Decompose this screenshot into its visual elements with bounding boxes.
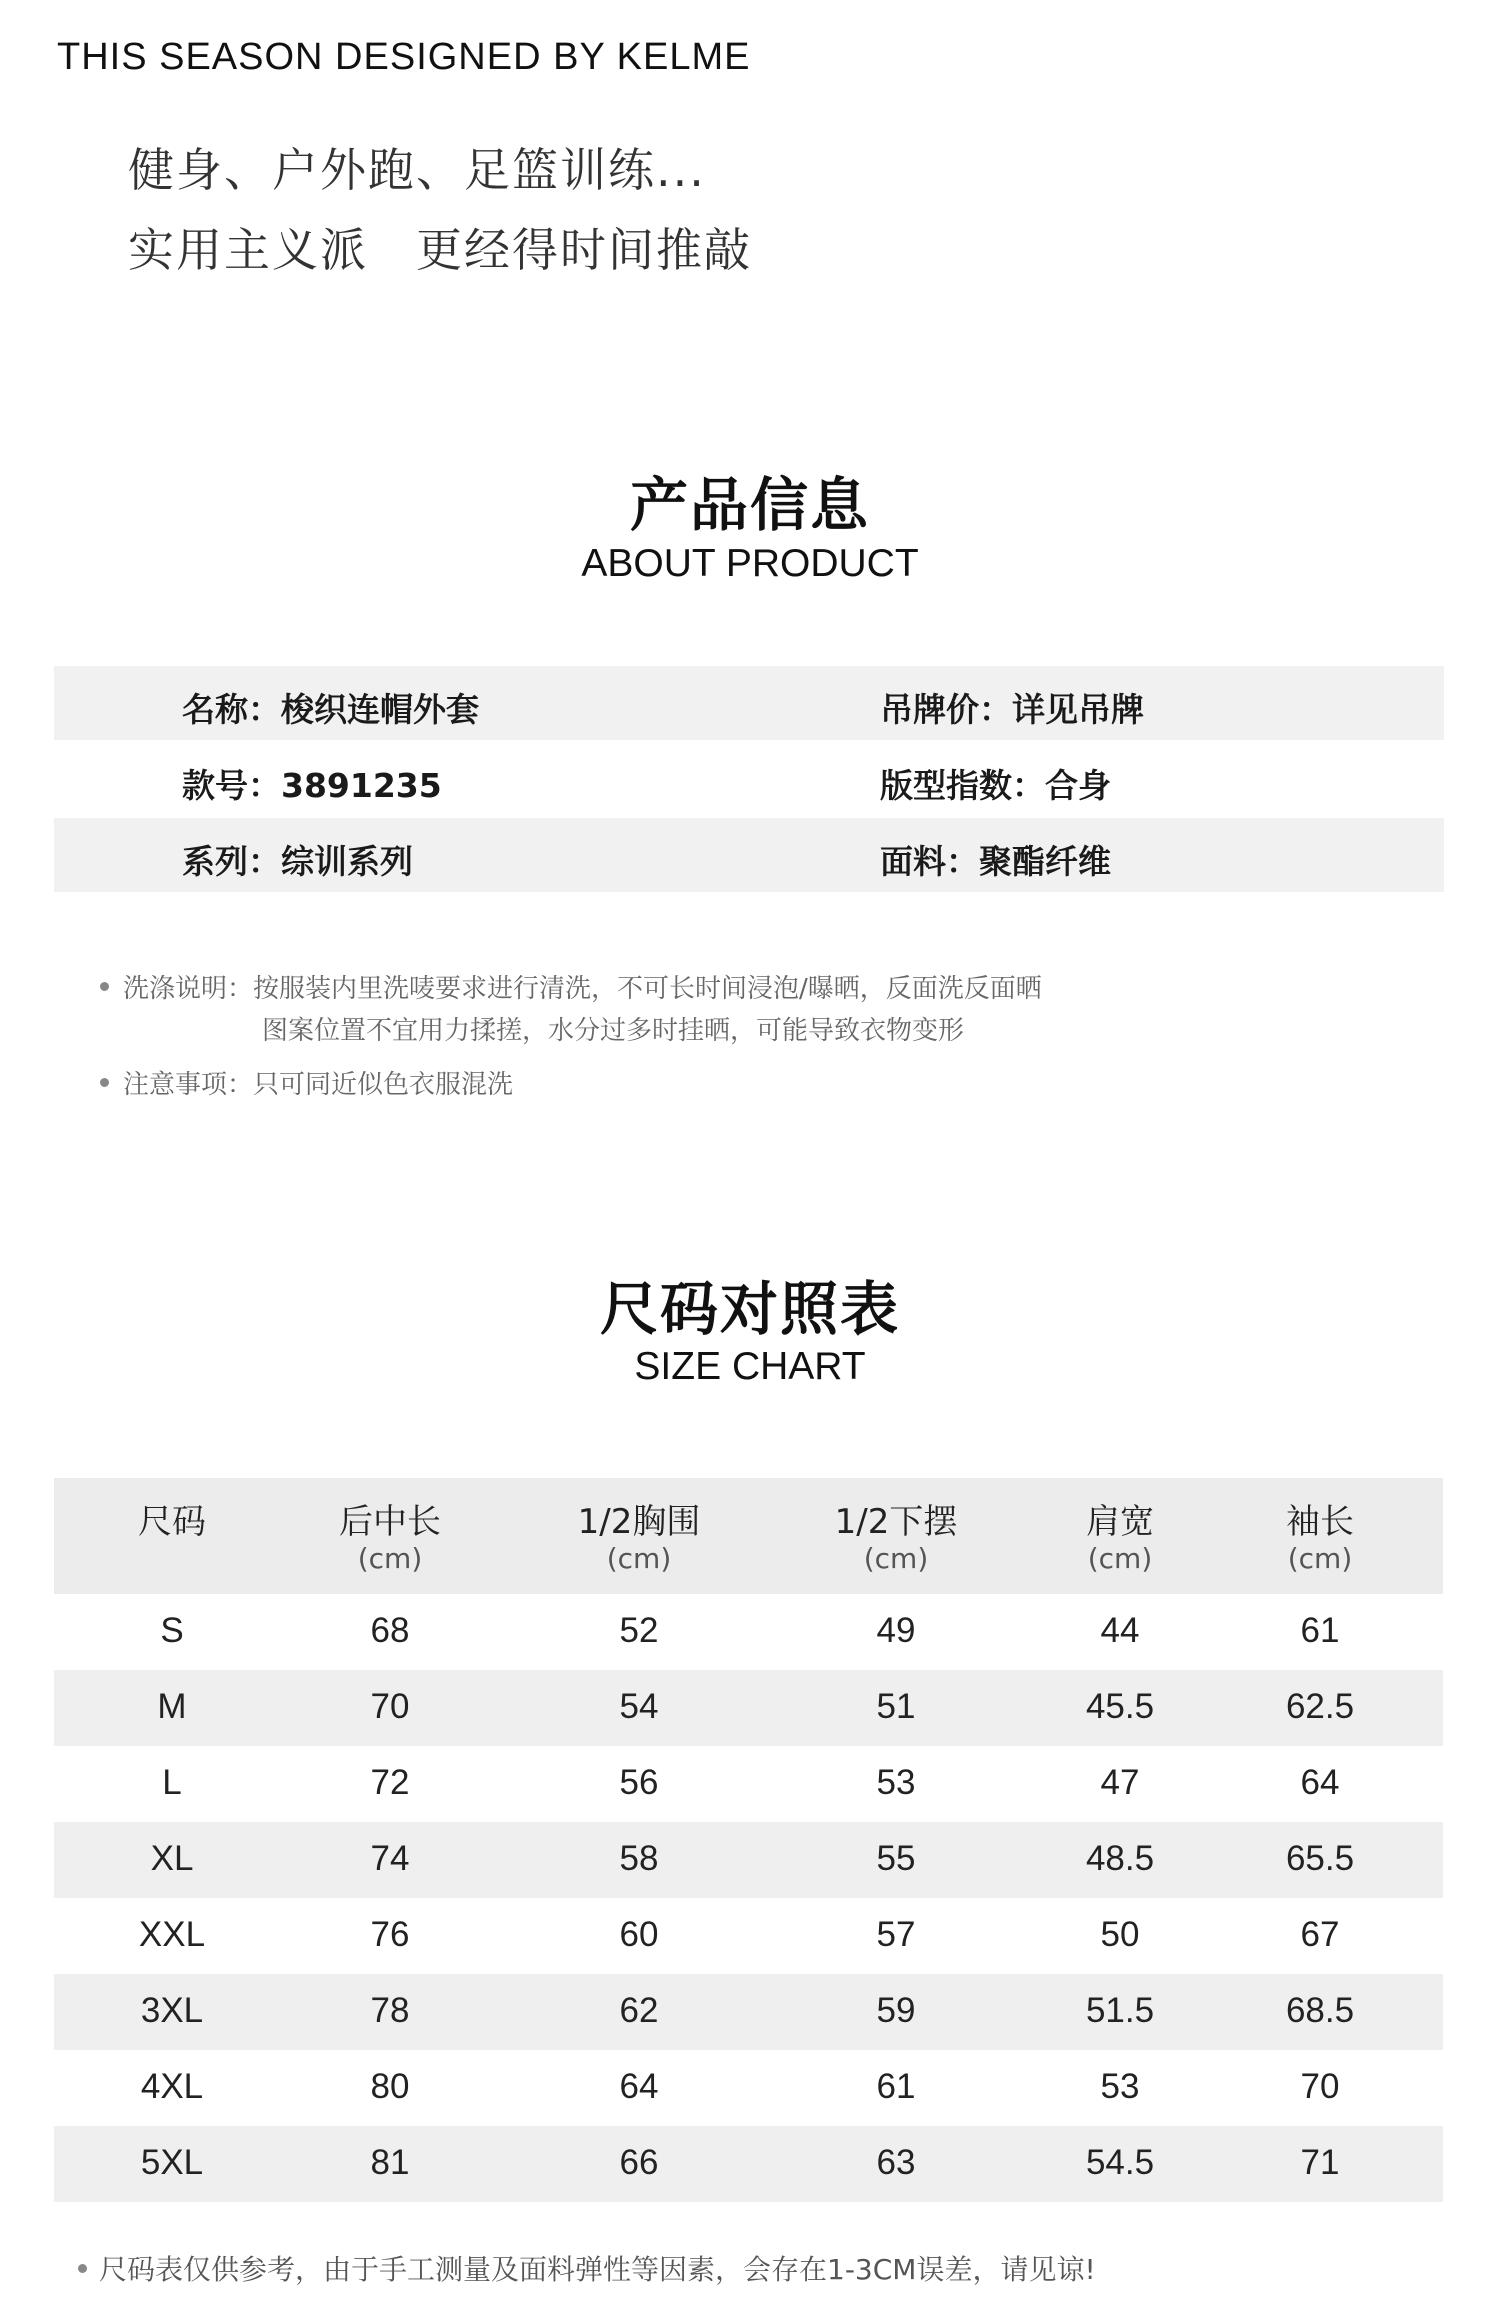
product-info-title: 产品信息 [629, 471, 870, 539]
size-cell: 71 [1300, 2143, 1340, 2182]
col-unit: (cm) [863, 1542, 929, 1575]
size-cell: 64 [1300, 1763, 1340, 1802]
info-field-series: 系列：综训系列 [182, 842, 413, 881]
size-row [54, 2050, 1443, 2126]
col-unit: (cm) [606, 1542, 672, 1575]
size-cell: M [157, 1687, 187, 1726]
size-cell: XL [150, 1839, 194, 1878]
size-cell: 48.5 [1085, 1839, 1155, 1878]
wash-instructions-cont: 图案位置不宜用力揉搓，水分过多时挂晒，可能导致衣物变形 [262, 1016, 965, 1046]
size-cell: 3XL [140, 1991, 204, 2030]
col-unit: (cm) [1287, 1542, 1353, 1575]
size-cell: 72 [370, 1763, 410, 1802]
size-cell: 49 [876, 1611, 916, 1650]
size-row [54, 2126, 1443, 2202]
care-notice: 注意事项：只可同近似色衣服混洗 [100, 1064, 513, 1101]
size-cell: 4XL [140, 2067, 204, 2106]
size-cell: 63 [876, 2143, 916, 2182]
col-unit: (cm) [1087, 1542, 1153, 1575]
size-cell: 67 [1300, 1915, 1340, 1954]
size-cell: 5XL [140, 2143, 204, 2182]
size-cell: 51 [876, 1687, 916, 1726]
size-cell: 62.5 [1285, 1687, 1355, 1726]
size-cell: XXL [138, 1915, 206, 1954]
size-row [54, 1898, 1443, 1974]
bullet-icon [78, 2264, 87, 2273]
size-cell: 65.5 [1285, 1839, 1355, 1878]
col-header-shoulder: 肩宽 [1086, 1502, 1154, 1542]
col-unit: (cm) [357, 1542, 423, 1575]
size-cell: 70 [1300, 2067, 1340, 2106]
product-info-row [54, 742, 1444, 816]
brand-tagline: THIS SEASON DESIGNED BY KELME [57, 36, 751, 78]
bullet-icon [100, 1078, 109, 1087]
size-cell: 76 [370, 1915, 410, 1954]
size-cell: 68.5 [1285, 1991, 1355, 2030]
size-table-header [54, 1478, 1443, 1594]
size-row [54, 1746, 1443, 1822]
col-header-sleeve: 袖长 [1286, 1502, 1354, 1542]
size-row [54, 1670, 1443, 1746]
size-chart-note: 尺码表仅供参考，由于手工测量及面料弹性等因素，会存在1-3CM误差，请见谅! [78, 2248, 1096, 2288]
size-cell: 78 [370, 1991, 410, 2030]
size-row [54, 1594, 1443, 1670]
size-cell: 59 [876, 1991, 916, 2030]
size-cell: 74 [370, 1839, 410, 1878]
size-cell: 56 [619, 1763, 659, 1802]
size-cell: 53 [876, 1763, 916, 1802]
size-row [54, 1974, 1443, 2050]
size-cell: 68 [370, 1611, 410, 1650]
info-field-style-number: 款号：3891235 [182, 766, 442, 805]
col-header-half-hem: 1/2下摆 [834, 1502, 958, 1542]
intro-line-1: 健身、户外跑、足篮训练... [128, 143, 706, 197]
size-cell: 44 [1100, 1611, 1140, 1650]
info-field-fabric: 面料：聚酯纤维 [880, 842, 1111, 881]
size-cell: 81 [370, 2143, 410, 2182]
size-cell: 55 [876, 1839, 916, 1878]
size-cell: 47 [1100, 1763, 1140, 1802]
col-header-size: 尺码 [138, 1502, 206, 1542]
size-cell: 58 [619, 1839, 659, 1878]
size-cell: 80 [370, 2067, 410, 2106]
size-cell: 66 [619, 2143, 659, 2182]
size-cell: 70 [370, 1687, 410, 1726]
size-cell: 54 [619, 1687, 659, 1726]
col-header-half-chest: 1/2胸围 [577, 1502, 701, 1542]
size-chart-title: 尺码对照表 [599, 1275, 900, 1343]
size-cell: 54.5 [1085, 2143, 1155, 2182]
product-info-subtitle: ABOUT PRODUCT [581, 542, 919, 585]
size-cell: 62 [619, 1991, 659, 2030]
product-info-row [54, 818, 1444, 892]
size-cell: 52 [619, 1611, 659, 1650]
size-chart-subtitle: SIZE CHART [634, 1345, 866, 1388]
size-cell: 45.5 [1085, 1687, 1155, 1726]
intro-line-2: 实用主义派 更经得时间推敲 [128, 223, 752, 277]
size-cell: 60 [619, 1915, 659, 1954]
size-cell: 57 [876, 1915, 916, 1954]
size-row [54, 1822, 1443, 1898]
size-cell: S [160, 1611, 184, 1650]
size-cell: 61 [876, 2067, 916, 2106]
size-cell: 61 [1300, 1611, 1340, 1650]
size-cell: 53 [1100, 2067, 1140, 2106]
info-field-tag-price: 吊牌价：详见吊牌 [880, 690, 1144, 729]
info-field-name: 名称：梭织连帽外套 [182, 690, 479, 729]
bullet-icon [100, 982, 109, 991]
size-cell: 50 [1100, 1915, 1140, 1954]
size-cell: 51.5 [1085, 1991, 1155, 2030]
size-cell: L [162, 1763, 182, 1802]
col-header-back-length: 后中长 [339, 1502, 441, 1542]
info-field-fit: 版型指数：合身 [880, 766, 1111, 805]
product-info-row [54, 666, 1444, 740]
wash-instructions: 洗涤说明：按服装内里洗唛要求进行清洗，不可长时间浸泡/曝晒，反面洗反面晒 [100, 968, 1042, 1005]
size-cell: 64 [619, 2067, 659, 2106]
